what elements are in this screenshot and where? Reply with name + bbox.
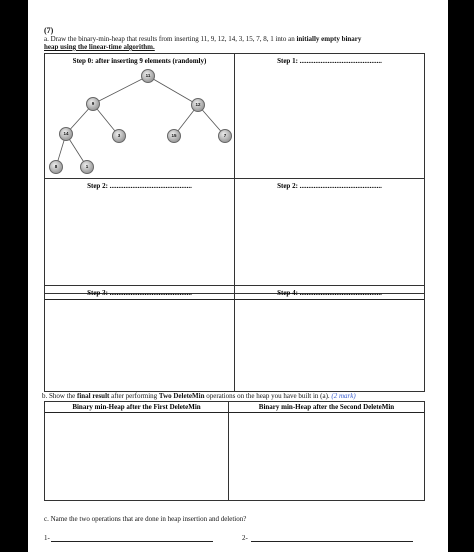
second-deletemin-label: Binary min-Heap after the Second DeleteMin (258, 403, 395, 411)
step1-label: Step 1: ............................................... (277, 57, 382, 65)
question-number: (7) (44, 26, 54, 35)
step2-right-cell (234, 178, 425, 294)
edge-11-9 (93, 76, 148, 104)
first-deletemin-label: Binary min-Heap after the First DeleteMin (72, 403, 201, 411)
answer-2-line[interactable] (251, 541, 413, 542)
heap-node: 12 (191, 98, 205, 112)
heap-node: 11 (141, 69, 155, 83)
heap-node: 3 (112, 129, 126, 143)
part-c-question: c. Name the two operations that are done in heap insertion and deletion? (44, 515, 247, 523)
heap-node: 15 (167, 129, 181, 143)
second-deletemin-cell (228, 401, 425, 501)
heap-node: 8 (49, 160, 63, 174)
edge-11-12 (148, 76, 198, 105)
step2-left-label: Step 2: ............................................... (87, 182, 192, 190)
step4-label: Step 4: ............................................... (277, 289, 382, 297)
worksheet-page (28, 0, 448, 552)
step2-left-cell (44, 178, 235, 294)
answer-1-line[interactable] (51, 541, 213, 542)
heap-node: 9 (86, 97, 100, 111)
heap-node: 14 (59, 127, 73, 141)
answer-1-label: 1- (44, 534, 50, 542)
heap-node: 7 (218, 129, 232, 143)
step3-cell (44, 285, 235, 392)
heap-node: 1 (80, 160, 94, 174)
part-a-instruction-line2: heap using the linear-time algorithm. (44, 43, 155, 51)
part-b-instruction: b. Show the final result after performing Two DeleteMin operations on the heap you have built in (a). (2 mark) (42, 392, 356, 400)
step0-cell (44, 53, 235, 179)
step3-label: Step 3: ............................................... (87, 289, 192, 297)
step2-right-label: Step 2: ............................................... (277, 182, 382, 190)
answer-2-label: 2- (242, 534, 248, 542)
step4-cell (234, 285, 425, 392)
part-a-instruction: a. Draw the binary-min-heap that results from inserting 11, 9, 12, 14, 3, 15, 7, 8, 1 into an initially empty binary (44, 35, 362, 43)
first-deletemin-cell (44, 401, 229, 501)
step0-label: Step 0: after inserting 9 elements (randomly) (72, 57, 207, 65)
step1-cell (234, 53, 425, 179)
